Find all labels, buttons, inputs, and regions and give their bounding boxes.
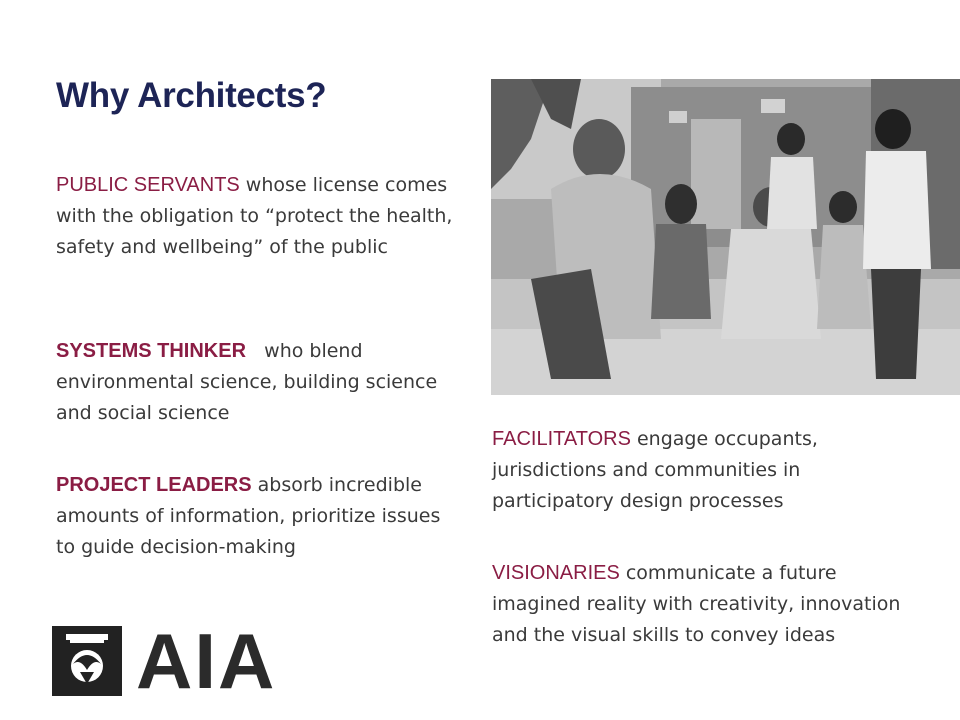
group-photo bbox=[491, 79, 960, 395]
keyword-project-leaders: PROJECT LEADERS bbox=[56, 474, 252, 496]
keyword-visionaries: VISIONARIES bbox=[492, 562, 620, 584]
text-systems-thinker: who blend environmental science, building science and social science bbox=[56, 340, 444, 424]
keyword-facilitators: FACILITATORS bbox=[492, 428, 631, 450]
text-visionaries: communicate a future imagined reality with creativity, innovation and the visual skills to convey ideas bbox=[492, 562, 901, 646]
text-facilitators: engage occupants, jurisdictions and communities in participatory design processes bbox=[492, 428, 818, 512]
page-title: Why Architects? bbox=[56, 76, 327, 115]
text-project-leaders: absorb incredible amounts of information, prioritize issues to guide decision-making bbox=[56, 474, 441, 558]
point-systems-thinker bbox=[56, 336, 456, 429]
point-facilitators bbox=[492, 424, 902, 517]
point-project-leaders bbox=[56, 470, 456, 563]
text-public-servants: whose license comes with the obligation to “protect the health, safety and wellbeing” of the public bbox=[56, 174, 453, 258]
aia-eagle-column-icon bbox=[52, 626, 122, 696]
group-photo-image bbox=[491, 79, 960, 395]
keyword-public-servants: PUBLIC SERVANTS bbox=[56, 174, 240, 196]
aia-logo-text: AIA bbox=[136, 617, 277, 705]
keyword-systems-thinker: SYSTEMS THINKER bbox=[56, 340, 247, 362]
point-visionaries bbox=[492, 558, 902, 651]
aia-logo bbox=[52, 617, 297, 705]
point-public-servants bbox=[56, 170, 456, 263]
